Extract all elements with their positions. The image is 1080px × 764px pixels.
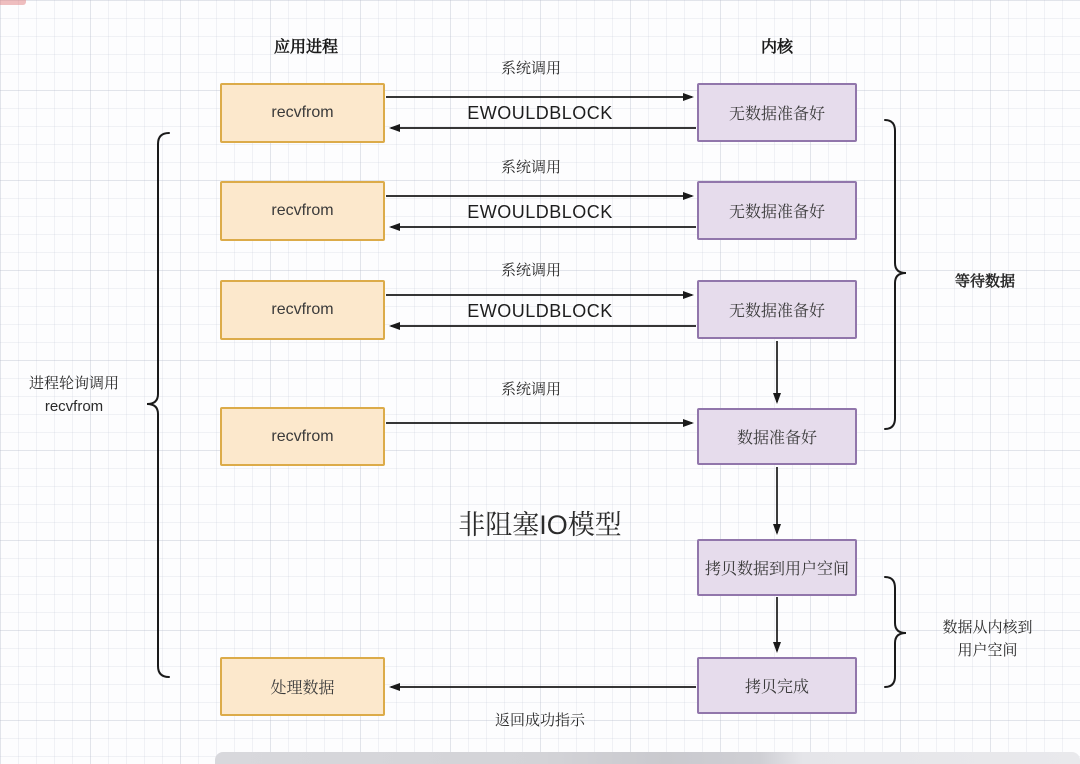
polling-annotation — [9, 372, 139, 418]
diagram-title: 非阻塞IO模型 — [458, 510, 622, 540]
kernel-nodata-label-1: 无数据准备好 — [728, 106, 825, 123]
syscall-label-2: 系统调用 — [500, 159, 561, 176]
copy-span-annotation-line2: 用户空间 — [957, 642, 1018, 659]
wait-data-brace — [885, 120, 906, 429]
app-recvfrom-label-3: recvfrom — [271, 301, 334, 318]
kernel-nodata-label-2: 无数据准备好 — [728, 204, 825, 221]
app-recvfrom-box-1 — [220, 83, 385, 143]
syscall-label-1: 系统调用 — [500, 60, 561, 77]
copy-span-annotation-line1: 数据从内核到 — [942, 619, 1033, 636]
kernel-dataready-label: 数据准备好 — [736, 430, 817, 447]
app-processdata-label: 处理数据 — [270, 680, 335, 697]
kernel-nodata-label-3: 无数据准备好 — [728, 303, 825, 320]
polling-annotation-line2: recvfrom — [44, 398, 104, 415]
kernel-copydata-box — [697, 539, 857, 596]
kernel-copydata-label: 拷贝数据到用户空间 — [704, 561, 849, 578]
app-recvfrom-box-2 — [220, 181, 385, 241]
copy-span-brace — [885, 577, 906, 687]
wait-data-annotation: 等待数据 — [954, 273, 1015, 290]
ewouldblock-label-1: EWOULDBLOCK — [467, 103, 613, 123]
kernel-dataready-box — [697, 408, 857, 465]
syscall-label-4: 系统调用 — [500, 381, 561, 398]
top-left-red-artifact — [0, 0, 26, 5]
kernel-nodata-box-1 — [697, 83, 857, 142]
app-recvfrom-label-4: recvfrom — [271, 427, 334, 445]
horizontal-scrollbar[interactable] — [215, 752, 1080, 764]
column-header-kernel: 内核 — [760, 39, 793, 56]
kernel-copydone-box — [697, 657, 857, 714]
app-recvfrom-label-2: recvfrom — [271, 202, 334, 219]
kernel-nodata-box-3 — [697, 280, 857, 339]
column-header-app: 应用进程 — [273, 39, 338, 56]
app-processdata-box — [220, 657, 385, 716]
kernel-copydone-label: 拷贝完成 — [744, 679, 809, 696]
polling-annotation-line1: 进程轮询调用 — [28, 375, 119, 392]
ewouldblock-label-3: EWOULDBLOCK — [467, 301, 613, 321]
app-recvfrom-label-1: recvfrom — [271, 104, 334, 121]
app-recvfrom-box-4 — [220, 407, 385, 466]
syscall-label-3: 系统调用 — [500, 262, 561, 279]
ewouldblock-label-2: EWOULDBLOCK — [467, 202, 613, 222]
return-success-label: 返回成功指示 — [494, 712, 585, 729]
left-brace — [147, 133, 169, 677]
app-recvfrom-box-3 — [220, 280, 385, 340]
copy-span-annotation — [925, 616, 1050, 662]
kernel-nodata-box-2 — [697, 181, 857, 240]
